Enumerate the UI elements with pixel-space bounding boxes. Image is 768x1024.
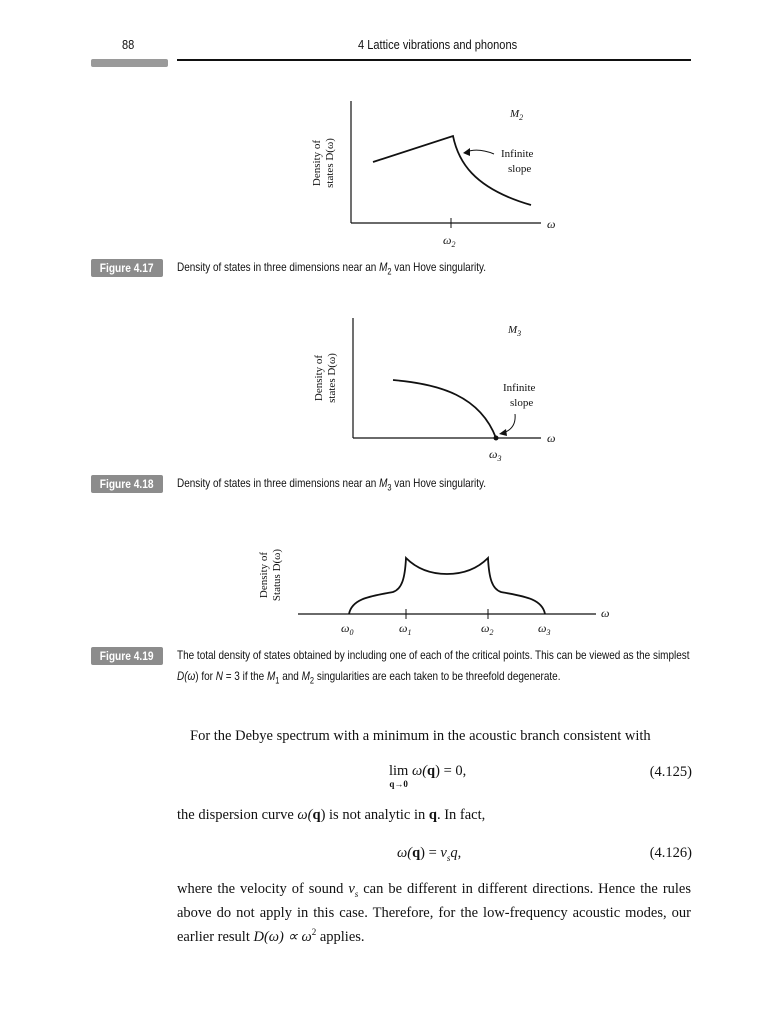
equation-4-125: lim q→0 ω(q) = 0, <box>389 763 467 789</box>
y-axis-label: Status D(ω) <box>271 548 283 602</box>
equation-4-126: $\omega(q) = v_sq$, <box>397 845 462 863</box>
arrowhead <box>463 148 470 156</box>
caption-line: D(ω) for N = 3 if the $M_1$ and $M_2$ singularities are each taken to be threefold degenerate. <box>177 669 561 686</box>
figure-4-18-plot <box>0 310 768 470</box>
tick-label: $\omega_3$ <box>538 621 551 637</box>
figure-label: Figure 4.17 <box>91 259 163 277</box>
header-accent-bar <box>91 59 168 67</box>
tick-label: $\omega_0$ <box>341 621 354 637</box>
density-curve <box>349 558 545 614</box>
figure-caption <box>177 645 690 691</box>
paragraph: the dispersion curve ω(q) is not analytic in q. In fact, <box>177 807 486 823</box>
y-axis-label: states D(ω) <box>324 138 336 188</box>
arrowhead <box>499 429 507 436</box>
equation-number: (4.125) <box>649 764 692 780</box>
annotation: slope <box>508 163 532 175</box>
figure-label: Figure 4.19 <box>91 647 163 665</box>
paragraph: For the Debye spectrum with a minimum in the acoustic branch consistent with <box>190 728 651 744</box>
page-number: 88 <box>122 37 135 52</box>
tick-label: $\omega_1$ <box>399 621 412 637</box>
annotation: Infinite <box>503 382 536 394</box>
annotation-arrow <box>466 150 494 154</box>
paragraph <box>177 880 691 947</box>
tick-label: $\omega_3$ <box>489 447 502 463</box>
singularity-point <box>494 436 499 441</box>
tick-label: $\omega_2$ <box>443 233 456 249</box>
y-axis-label: Density of <box>311 139 323 187</box>
y-axis-label: Density of <box>258 551 270 599</box>
text-line: above do not apply in this case. Therefore, for the low-frequency acoustic modes, our <box>177 904 691 921</box>
figure-caption: Density of states in three dimensions near an $M_3$ van Hove singularity. <box>177 476 487 493</box>
chapter-title: 4 Lattice vibrations and phonons <box>358 37 518 52</box>
corner-label: $M_2$ <box>510 108 524 122</box>
figure-4-19-plot <box>0 535 768 640</box>
x-axis-symbol: ω <box>547 217 556 231</box>
figure-label: Figure 4.18 <box>91 475 163 493</box>
density-curve <box>393 380 496 438</box>
text-line: where the velocity of sound $v_s$ can be different in different directions. Hence the rules <box>177 881 691 899</box>
y-axis-label: states D(ω) <box>326 353 338 403</box>
y-axis-label: Density of <box>313 354 325 402</box>
x-axis-symbol: ω <box>547 431 556 445</box>
annotation: Infinite <box>501 148 534 160</box>
equation-number: (4.126) <box>649 845 692 861</box>
figure-4-17-plot <box>0 90 768 255</box>
x-axis-symbol: ω <box>601 606 610 620</box>
corner-label: $M_3$ <box>508 324 522 338</box>
tick-label: $\omega_2$ <box>481 621 494 637</box>
figure-caption: Density of states in three dimensions near an $M_2$ van Hove singularity. <box>177 260 487 277</box>
annotation: slope <box>510 397 534 409</box>
text-line: earlier result $D(\omega) \propto \omega^2$ applies. <box>177 926 365 945</box>
header-rule <box>177 59 691 61</box>
caption-line: The total density of states obtained by including one of each of the critical points. This can be viewed as the simplest <box>177 648 690 662</box>
